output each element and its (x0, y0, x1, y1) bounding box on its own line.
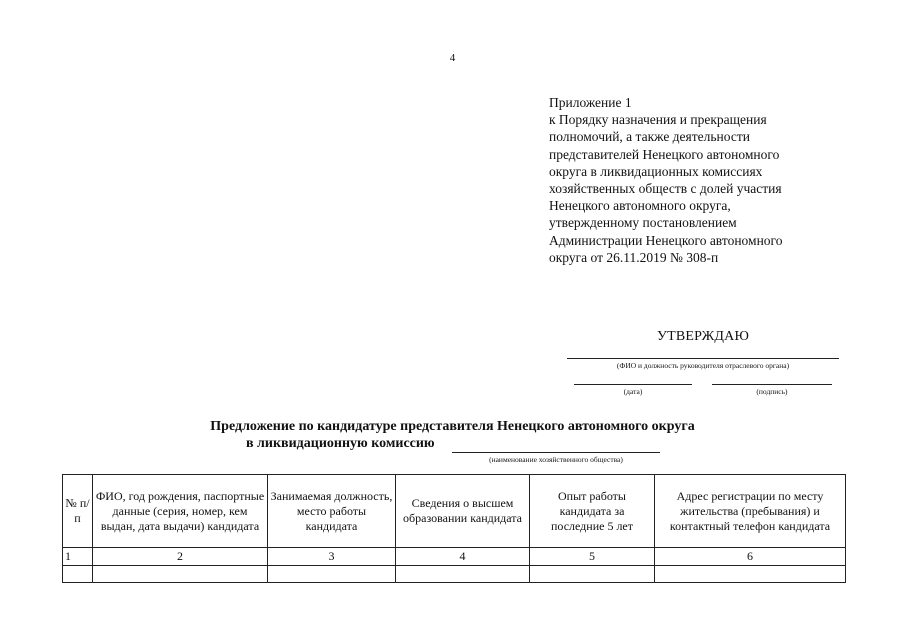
signature-caption: (подпись) (756, 387, 788, 396)
company-name-line (452, 452, 660, 453)
column-number-cell: 6 (655, 548, 846, 566)
page-number: 4 (449, 52, 456, 64)
appendix-line: Администрации Ненецкого автономного (549, 232, 783, 248)
table-cell (655, 566, 846, 583)
company-caption: (наименование хозяйственного общества) (489, 455, 623, 464)
header-cell-position: Занимаемая должность, место работы кандидата (268, 475, 396, 548)
column-number-row (63, 548, 846, 566)
appendix-line: утвержденному постановлением (549, 215, 737, 231)
header-cell-candidate: ФИО, год рождения, паспортные данные (серия, номер, кем выдан, дата выдачи) кандидата (93, 475, 268, 548)
table-cell (396, 566, 530, 583)
column-number-cell: 4 (396, 548, 530, 566)
date-caption: (дата) (623, 387, 643, 396)
appendix-block (549, 94, 849, 266)
appendix-line: представителей Ненецкого автономного (549, 146, 780, 162)
appendix-line: к Порядку назначения и прекращения (549, 112, 767, 128)
candidate-table (62, 474, 846, 583)
table-row (63, 566, 846, 583)
table-cell (530, 566, 655, 583)
header-cell-address: Адрес регистрации по месту жительства (пребывания) и контактный телефон кандидата (655, 475, 846, 548)
table-cell (63, 566, 93, 583)
name-signature-line (567, 358, 839, 359)
date-line (574, 384, 692, 385)
table-cell (93, 566, 268, 583)
appendix-line: полномочий, а также деятельности (549, 129, 750, 145)
appendix-line: Ненецкого автономного округа, (549, 198, 731, 214)
column-number-cell: 1 (63, 548, 93, 566)
table-header-row (63, 475, 846, 548)
header-cell-number: № п/п (63, 475, 93, 548)
appendix-line: округа в ликвидационных комиссиях (549, 163, 763, 179)
column-number-cell: 3 (268, 548, 396, 566)
approval-title: УТВЕРЖДАЮ (657, 329, 750, 344)
signature-line (712, 384, 832, 385)
document-title: Предложение по кандидатуре представителя Ненецкого автономного округа (210, 419, 695, 434)
appendix-line: округа от 26.11.2019 № 308-п (549, 249, 719, 265)
name-caption: (ФИО и должность руководителя отраслевого органа) (616, 361, 790, 370)
header-cell-experience: Опыт работы кандидата за последние 5 лет (530, 475, 655, 548)
table-cell (268, 566, 396, 583)
document-subtitle: в ликвидационную комиссию (246, 436, 435, 451)
appendix-line: Приложение 1 (549, 95, 632, 110)
appendix-line: хозяйственных обществ с долей участия (549, 181, 782, 197)
column-number-cell: 2 (93, 548, 268, 566)
header-cell-education: Сведения о высшем образовании кандидата (396, 475, 530, 548)
column-number-cell: 5 (530, 548, 655, 566)
